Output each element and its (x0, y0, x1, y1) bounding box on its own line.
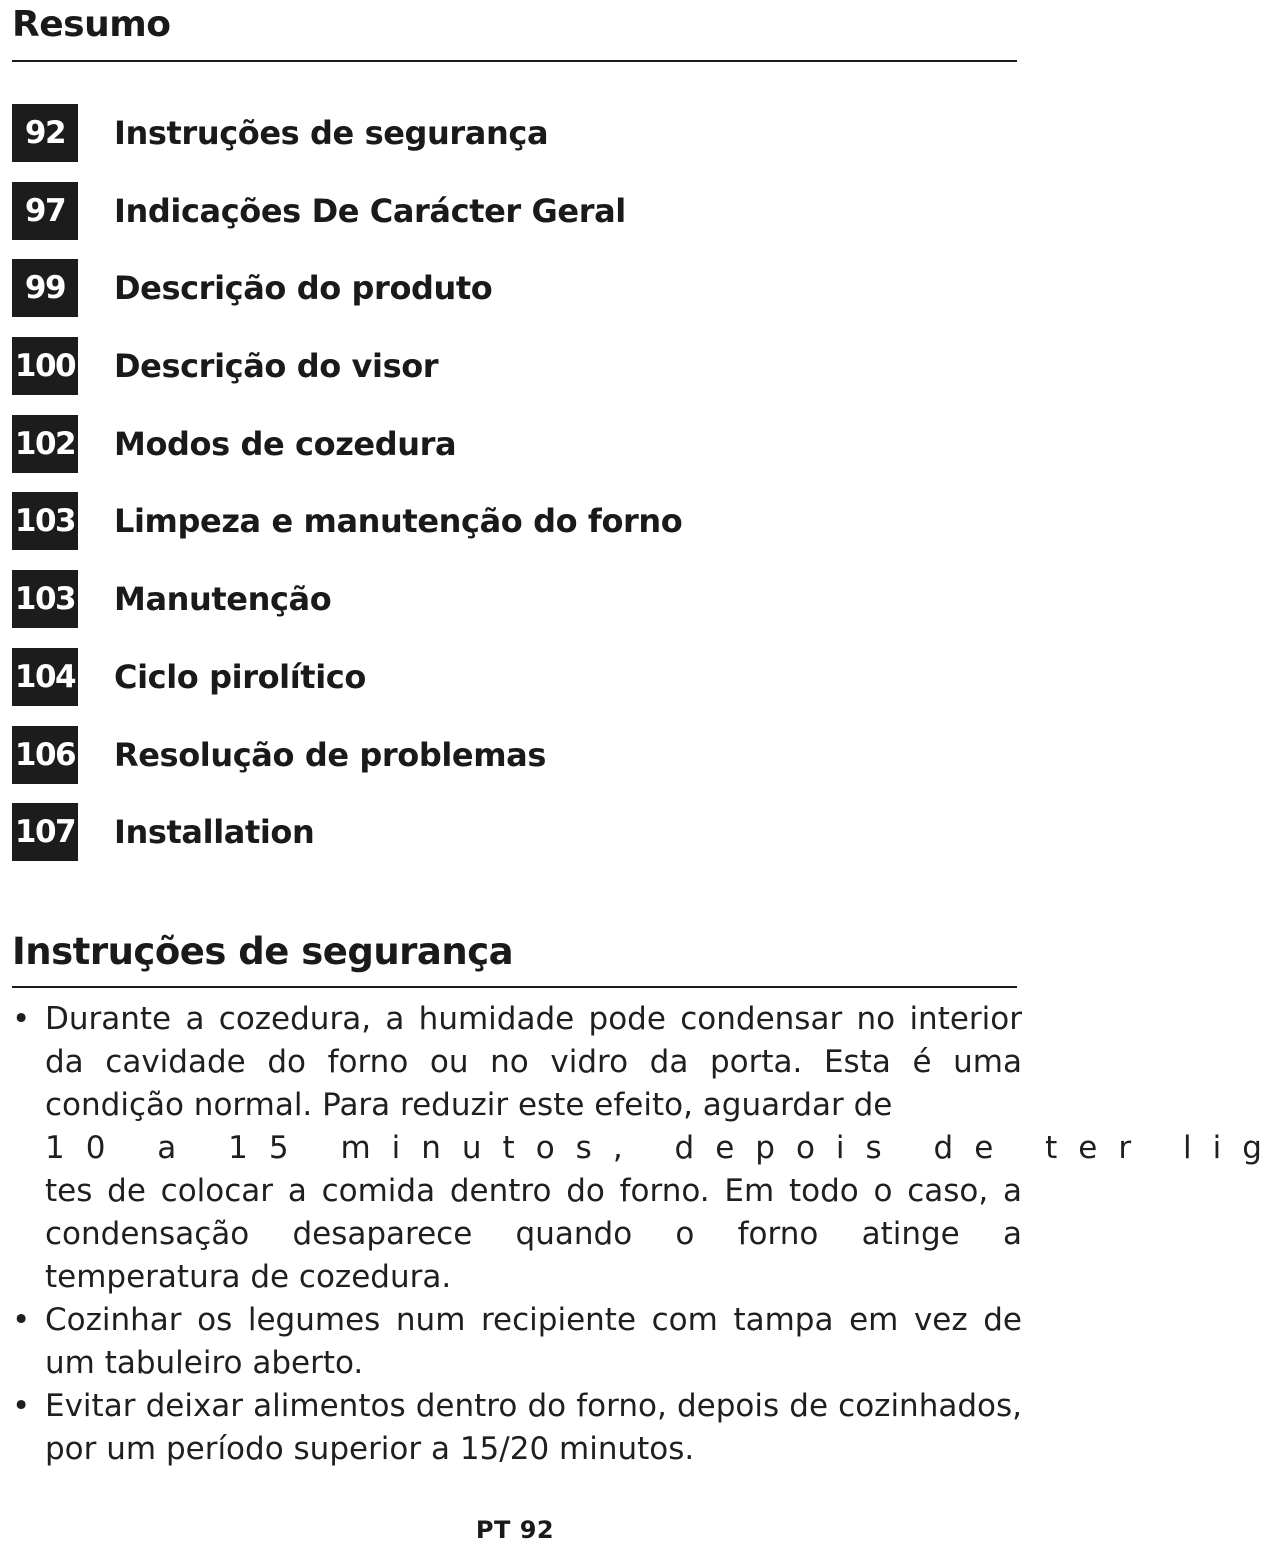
toc-entry-cooking-modes[interactable] (12, 415, 912, 473)
table-of-contents (12, 104, 912, 881)
toc-page-number: 99 (12, 259, 78, 317)
bullet-text: Evitar deixar alimentos dentro do forno, depois de cozinhados, por um período superior a 15/20 minutos. (45, 1388, 1022, 1467)
safety-bullet-list (12, 998, 1283, 1471)
bullet-icon: • (12, 1001, 31, 1037)
toc-entry-title: Ciclo pirolítico (114, 657, 366, 696)
toc-entry-title: Instruções de segurança (114, 114, 549, 152)
toc-page-number: 104 (12, 648, 78, 706)
toc-entry-display-description[interactable] (12, 337, 912, 395)
bullet-text: Cozinhar os legumes num recipiente com tampa em vez de um tabuleiro aberto. (45, 1302, 1022, 1381)
bullet-icon: • (12, 1388, 31, 1424)
toc-entry-title: Descrição do visor (114, 347, 439, 386)
toc-entry-title: Limpeza e manutenção do forno (114, 502, 683, 541)
toc-page-number: 97 (12, 182, 78, 240)
bullet-icon: • (12, 1302, 31, 1338)
toc-entry-troubleshooting[interactable] (12, 726, 912, 784)
toc-entry-title: Descrição do produto (114, 269, 493, 308)
toc-entry-safety-instructions[interactable] (12, 104, 912, 162)
toc-page-number: 103 (12, 570, 78, 628)
list-item (12, 1299, 1022, 1385)
section-divider (12, 986, 1017, 988)
toc-page-number: 100 (12, 337, 78, 395)
toc-page-number: 92 (12, 104, 78, 162)
toc-entry-pyrolytic-cycle[interactable] (12, 648, 912, 706)
section-heading-safety: Instruções de segurança (12, 930, 514, 973)
toc-page-number: 102 (12, 415, 78, 473)
list-item (12, 1385, 1022, 1471)
toc-entry-maintenance[interactable] (12, 570, 912, 628)
toc-entry-title: Installation (114, 813, 315, 852)
list-item (12, 998, 1283, 1299)
bullet-text-spaced: 10 a 15 minutos, depois de ter lig (45, 1130, 1283, 1166)
page-title: Resumo (12, 4, 171, 45)
bullet-text: tes de colocar a comida dentro do forno. Em todo o caso, a condensação desaparece quando o forno atinge a temperatura de cozedura. (45, 1173, 1022, 1295)
toc-entry-product-description[interactable] (12, 259, 912, 317)
toc-entry-installation[interactable] (12, 803, 912, 861)
page-number: PT 92 (475, 1516, 555, 1544)
title-divider (12, 60, 1017, 62)
toc-entry-general-indications[interactable] (12, 182, 912, 240)
toc-entry-title: Manutenção (114, 580, 332, 619)
toc-entry-cleaning-maintenance[interactable] (12, 492, 912, 550)
toc-entry-title: Resolução de problemas (114, 735, 546, 774)
toc-page-number: 103 (12, 492, 78, 550)
bullet-text: Durante a cozedura, a humidade pode condensar no interior da cavidade do forno ou no vidro da porta. Esta é uma condição normal. Para reduzir este efeito, aguardar de (45, 1001, 1022, 1123)
toc-page-number: 106 (12, 726, 78, 784)
toc-entry-title: Indicações De Carácter Geral (114, 191, 626, 230)
toc-page-number: 107 (12, 803, 78, 861)
toc-entry-title: Modos de cozedura (114, 424, 457, 463)
